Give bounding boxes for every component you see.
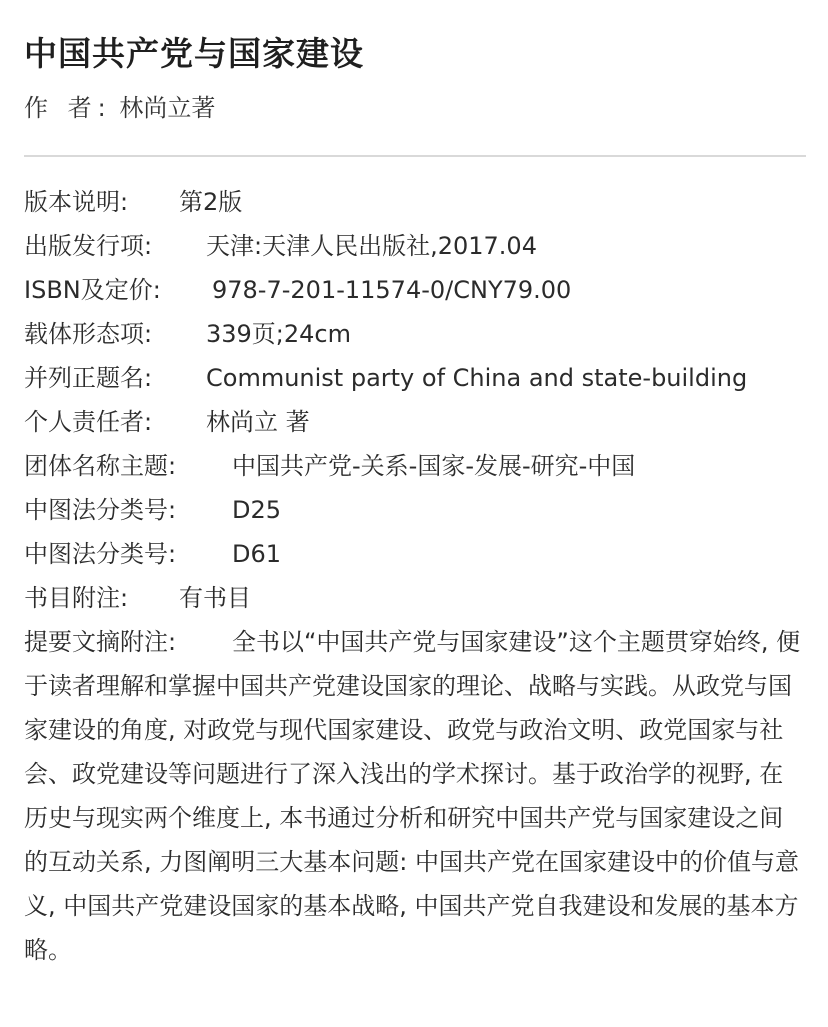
- field-edition: [24, 180, 806, 224]
- field-label: 中图法分类号:: [24, 496, 177, 524]
- field-classification-2: [24, 532, 806, 576]
- author-label: 作 者:: [24, 94, 112, 122]
- field-publisher: [24, 224, 806, 268]
- field-label: 载体形态项:: [24, 320, 153, 348]
- field-value: 天津:天津人民出版社,2017.04: [206, 232, 537, 260]
- abstract-text: 全书以“中国共产党与国家建设”这个主题贯穿始终, 便于读者理解和掌握中国共产党建设国家的理论、战略与实践。从政党与国家建设的角度, 对政党与现代国家建设、政党与政治文明、政党国家与社会、政党建设等问题进行了深入浅出的学术探讨。基于政治学的视野, 在历史与现实两个维度上, 本书通过分析和研究中国共产党与国家建设之间的互动关系, 力图阐明三大基本问题: 中国共产党在国家建设中的价值与意义, 中国共产党建设国家的基本战略, 中国共产党自我建设和发展的基本方略。: [24, 628, 801, 964]
- field-label: ISBN及定价:: [24, 276, 161, 304]
- field-classification-1: [24, 488, 806, 532]
- abstract-label: 提要文摘附注:: [24, 628, 177, 656]
- field-label: 中图法分类号:: [24, 540, 177, 568]
- field-value: 339页;24cm: [206, 320, 352, 348]
- field-value: Communist party of China and state-building: [206, 364, 748, 392]
- field-label: 并列正题名:: [24, 364, 153, 392]
- field-physical: [24, 312, 806, 356]
- field-label: 书目附注:: [24, 584, 129, 612]
- field-label: 个人责任者:: [24, 408, 153, 436]
- field-bibliography: [24, 576, 806, 620]
- field-value: D25: [232, 496, 282, 524]
- field-value: 第2版: [179, 188, 243, 216]
- field-responsible: [24, 400, 806, 444]
- field-value: 978-7-201-11574-0/CNY79.00: [212, 276, 572, 304]
- field-value: 有书目: [179, 584, 251, 612]
- field-abstract: [24, 620, 806, 972]
- field-parallel-title: [24, 356, 806, 400]
- field-isbn: [24, 268, 806, 312]
- field-label: 团体名称主题:: [24, 452, 177, 480]
- field-label: 出版发行项:: [24, 232, 153, 260]
- field-subject: [24, 444, 806, 488]
- divider: [24, 155, 806, 157]
- book-title: 中国共产党与国家建设: [24, 34, 364, 73]
- author-line: [24, 88, 215, 123]
- field-value: 中国共产党-关系-国家-发展-研究-中国: [232, 452, 636, 480]
- field-value: D61: [232, 540, 282, 568]
- field-label: 版本说明:: [24, 188, 129, 216]
- field-value: 林尚立 著: [206, 408, 310, 436]
- author-value: 林尚立著: [119, 94, 216, 122]
- metadata-list: [24, 180, 806, 972]
